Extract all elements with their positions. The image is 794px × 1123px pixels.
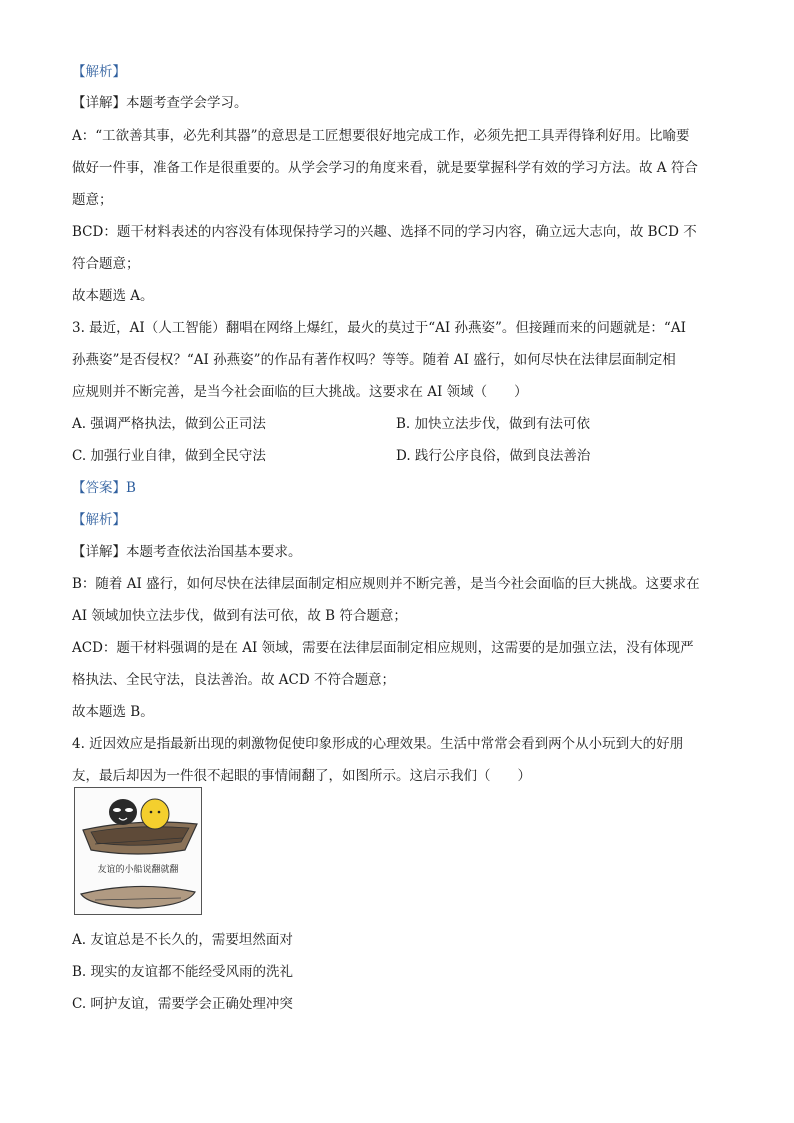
q3-analysis-heading: 【解析】 [72, 512, 126, 528]
q4-option-b: B. 现实的友谊都不能经受风雨的洗礼 [72, 964, 294, 980]
q3-option-b: B. 加快立法步伐，做到有法可依 [396, 416, 591, 432]
q4-option-c: C. 呵护友谊，需要学会正确处理冲突 [72, 996, 293, 1012]
option-a-explanation-line-1: A：“工欲善其事，必先利其器”的意思是工匠想要很好地完成工作，必须先把工具弄得锋利好用。比喻要 [72, 128, 690, 144]
option-a-explanation-line-2: 做好一件事，准备工作是很重要的。从学会学习的角度来看，就是要掌握科学有效的学习方法。故 A 符合 [72, 160, 698, 176]
q3-option-c: C. 加强行业自律，做到全民守法 [72, 448, 266, 464]
detail-line: 【详解】本题考查学会学习。 [72, 95, 248, 111]
q4-stem-line-1: 4. 近因效应是指最新出现的刺激物促使印象形成的心理效果。生活中常常会看到两个从小玩到大的好朋 [72, 736, 684, 752]
q3-detail-line: 【详解】本题考查依法治国基本要求。 [72, 544, 302, 560]
q3-conclusion-line: 故本题选 B。 [72, 704, 154, 720]
figure-caption: 友谊的小船说翻就翻 [97, 865, 179, 875]
friendship-boat-illustration [74, 787, 202, 915]
option-a-explanation-line-3: 题意； [72, 192, 113, 208]
q3-stem-line-1: 3. 最近，AI（人工智能）翻唱在网络上爆红，最火的莫过于“AI 孙燕姿”。但接踵而来的问题就是：“AI [72, 320, 686, 336]
option-bcd-explanation-line-2: 符合题意； [72, 256, 140, 272]
q3-option-acd-explanation-line-1: ACD：题干材料强调的是在 AI 领域，需要在法律层面制定相应规则，这需要的是加强立法，没有体现严 [72, 640, 694, 656]
q3-stem-line-3: 应规则并不断完善，是当今社会面临的巨大挑战。这要求在 AI 领域（ ） [72, 384, 528, 400]
q3-option-b-explanation-line-1: B：随着 AI 盛行，如何尽快在法律层面制定相应规则并不断完善，是当今社会面临的巨大挑战。这要求在 [72, 576, 700, 592]
q3-stem-line-2: 孙燕姿”是否侵权？“AI 孙燕姿”的作品有著作权吗？等等。随着 AI 盛行，如何尽快在法律层面制定相 [72, 352, 676, 368]
q3-option-acd-explanation-line-2: 格执法、全民守法，良法善治。故 ACD 不符合题意； [72, 672, 395, 688]
q4-option-a: A. 友谊总是不长久的，需要坦然面对 [72, 932, 293, 948]
analysis-heading: 【解析】 [72, 64, 126, 80]
boat-cartoon-svg [75, 788, 201, 914]
q3-option-b-explanation-line-2: AI 领域加快立法步伐，做到有法可依，故 B 符合题意； [72, 608, 407, 624]
q3-answer: 【答案】B [72, 480, 136, 496]
conclusion-line: 故本题选 A。 [72, 288, 154, 304]
option-bcd-explanation-line-1: BCD：题干材料表述的内容没有体现保持学习的兴趣、选择不同的学习内容，确立远大志向，故 BCD 不 [72, 224, 697, 240]
q3-option-d: D. 践行公序良俗，做到良法善治 [396, 448, 591, 464]
q3-option-a: A. 强调严格执法，做到公正司法 [72, 416, 266, 432]
q4-stem-line-2: 友，最后却因为一件很不起眼的事情闹翻了，如图所示。这启示我们（ ） [72, 768, 531, 784]
